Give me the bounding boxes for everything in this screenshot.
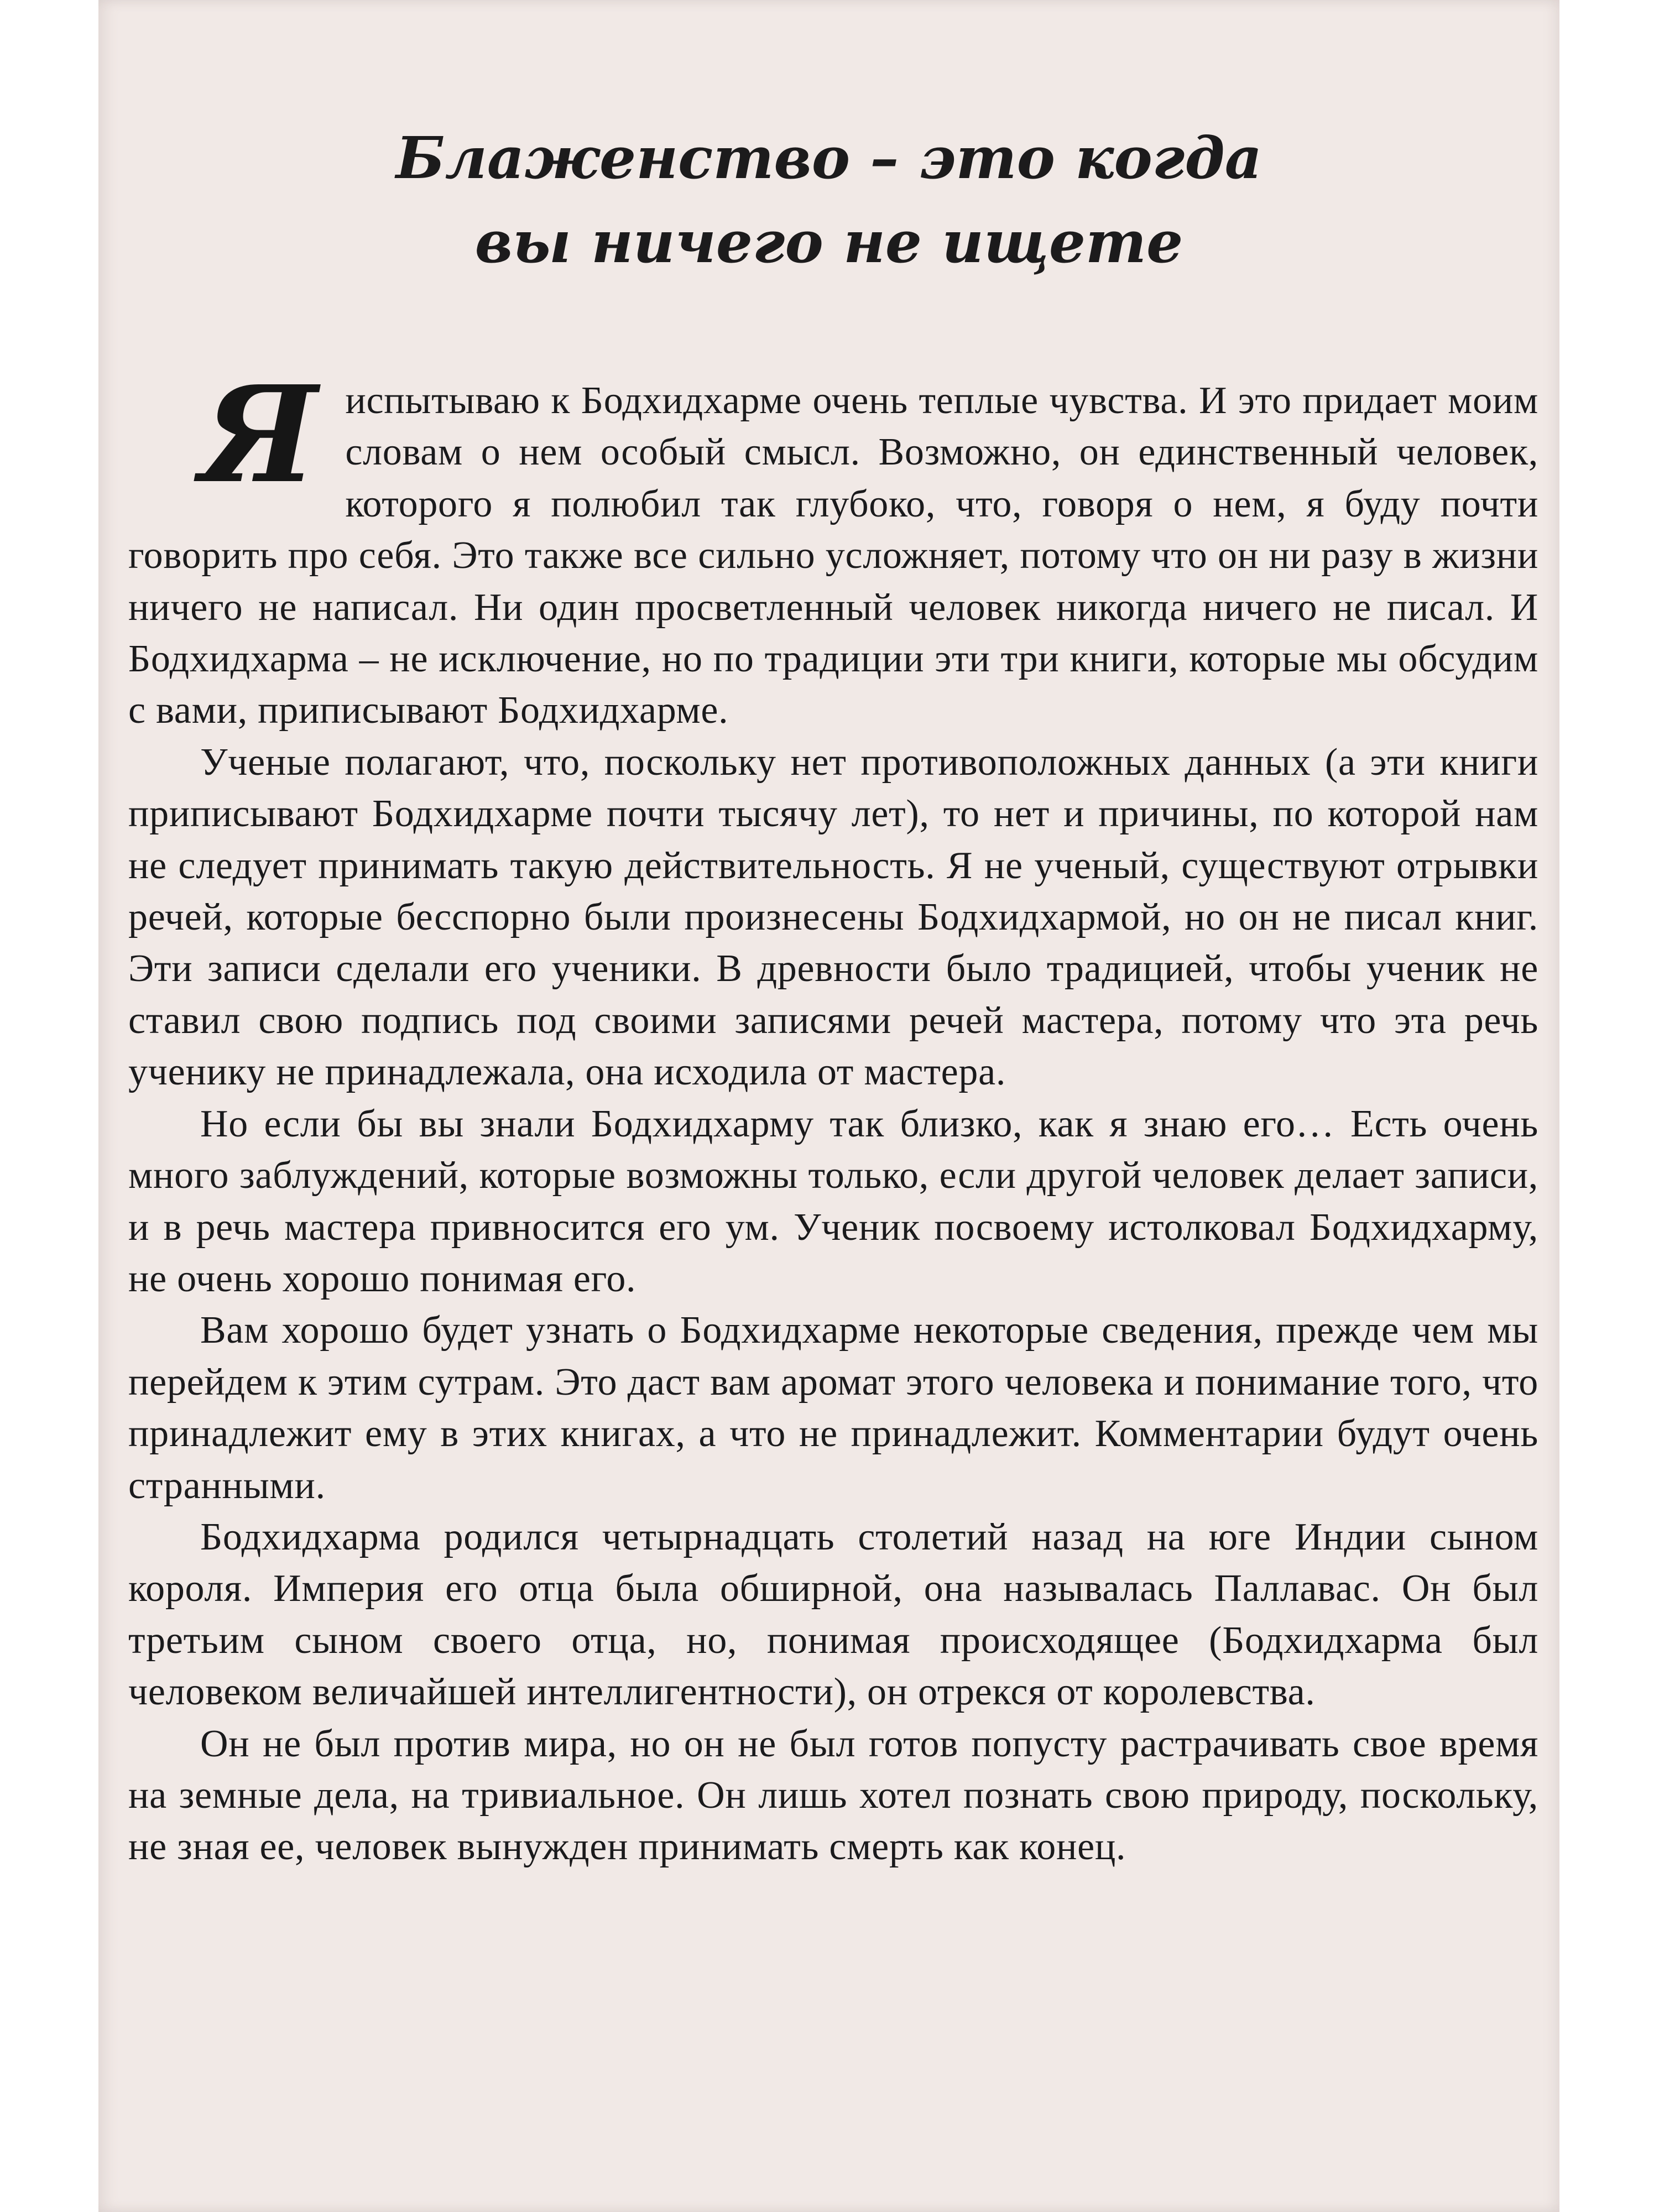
paragraph-5: Бодхидхарма родился четырнадцать столетий назад на юге Индии сыном короля. Империя его отца была обширной, она называлась Паллавас. Он был третьим сыном своего отца, но, понимая происходящее (Бодхидхарма был человеком величайшей интеллигентности), он отрекся от королевства. — [128, 1515, 1538, 1714]
chapter-title-line-2: вы ничего не ищете — [474, 208, 1183, 276]
paragraph-4: Вам хорошо будет узнать о Бодхидхарме некоторые сведения, прежде чем мы перейдем к этим сутрам. Это даст вам аромат этого человека и понимание того, что принадлежит ему в этих книгах, а что не принадлежит. Комментарии будут очень странными. — [128, 1309, 1538, 1507]
chapter-title — [98, 116, 1559, 284]
paragraph-1-text: испытываю к Бодхидхарме очень теплые чувства. И это придает моим словам о нем особый смысл. Возможно, он единственный человек, которого я полюбил так глубоко, что, говоря о нем, я буду почти говорить про себя. Это также все сильно усложняет, потому что он ни разу в жизни ничего не написал. Ни один просветленный человек никогда ничего не писал. И Бодхидхарма – не исключение, но по традиции эти три книги, которые мы обсудим с вами, приписывают Бодхидхарме. — [128, 379, 1538, 732]
paragraph-6: Он не был против мира, но он не был готов попусту растрачивать свое время на земные дела, на тривиальное. Он лишь хотел познать свою природу, поскольку, не зная ее, человек вынужден принимать смерть как конец. — [128, 1722, 1538, 1869]
paragraph-2: Ученые полагают, что, поскольку нет противоположных данных (а эти книги приписывают Бодхидхарме почти тысячу лет), то нет и причины, по которой нам не следует принимать такую действительность. Я не ученый, существуют отрывки речей, которые бесспорно были произнесены Бодхидхармой, но он не писал книг. Эти записи сделали его ученики. В древности было традицией, чтобы ученик не ставил свою подпись под своими записями речей мастера, потому что эта речь ученику не принадлежала, она исходила от мастера. — [128, 740, 1538, 1094]
drop-cap: Я — [200, 357, 318, 513]
paragraph-1 — [128, 357, 1538, 737]
chapter-title-line-1: Блаженство – это когда — [395, 124, 1262, 192]
paragraph-3: Но если бы вы знали Бодхидхарму так близко, как я знаю его… Есть очень много заблуждений, которые возможны только, если другой человек делает записи, и в речь мастера привносится его ум. Ученик посвоему истолковал Бодхидхарму, не очень хорошо понимая его. — [128, 1102, 1538, 1300]
chapter-body — [128, 357, 1538, 1873]
